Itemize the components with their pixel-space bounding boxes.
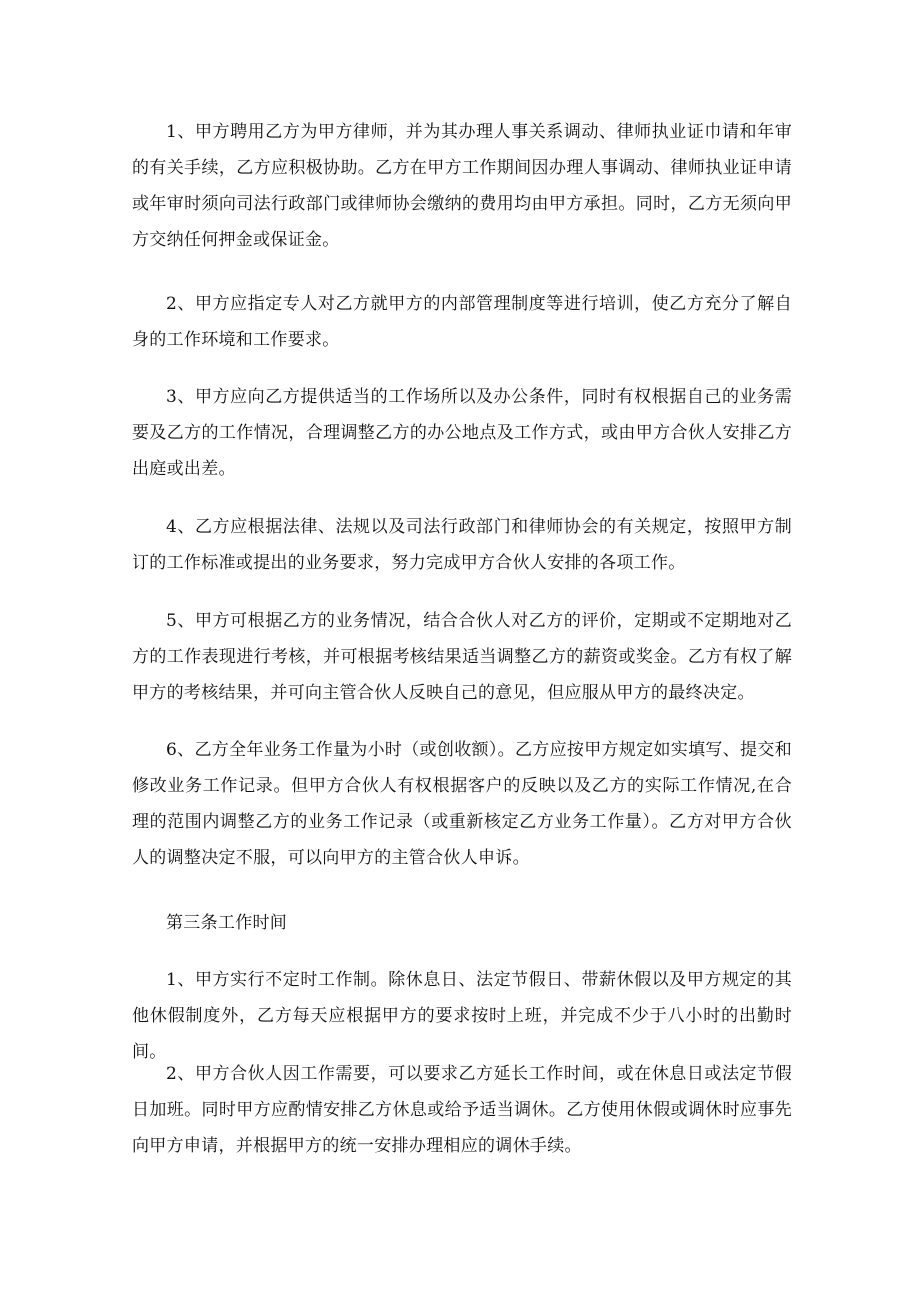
clause-paragraph: 5、甲方可根据乙方的业务情况，结合合伙人对乙方的评价，定期或不定期地对乙方的工作表现进行考核，并可根据考核结果适当调整乙方的薪资或奖金。乙方有权了解甲方的考核结果，并可向主管合伙人反映自己的意见，但应服从甲方的最终决定。 <box>132 611 792 703</box>
clause-paragraph: 1、甲方聘用乙方为甲方律师，并为其办理人事关系调动、律师执业证巾请和年审的有关手续，乙方应积极协助。乙方在甲方工作期间因办理人事调动、律师执业证申请或年审时须向司法行政部门或律师协会缴纳的费用均由甲方承担。同时，乙方无须向甲方交纳任何押金或保证金。 <box>132 122 792 250</box>
clause-paragraph: 3、甲方应向乙方提供适当的工作场所以及办公条件，同时有权根据自己的业务需要及乙方的工作情况，合理调整乙方的办公地点及工作方式，或由甲方合伙人安排乙方出庭或出差。 <box>132 387 792 479</box>
clause-paragraph: 2、甲方应指定专人对乙方就甲方的内部管理制度等进行培训，使乙方充分了解自身的工作环境和工作要求。 <box>132 294 792 350</box>
clause-paragraph: 4、乙方应根据法律、法规以及司法行政部门和律师协会的有关规定，按照甲方制订的工作标准或提出的业务要求，努力完成甲方合伙人安排的各项工作。 <box>132 517 792 573</box>
section-heading: 第三条工作时间 <box>166 913 288 933</box>
clause-paragraph: 1、甲方实行不定时工作制。除休息日、法定节假日、带薪休假以及甲方规定的其他休假制度外，乙方每天应根据甲方的要求按时上班，并完成不少于八小时的出勤时间。 <box>132 970 792 1062</box>
clause-paragraph: 2、甲方合伙人因工作需要，可以要求乙方延长工作时间，或在休息日或法定节假日加班。同时甲方应酌情安排乙方休息或给予适当调休。乙方使用休假或调休时应事先向甲方申请，并根据甲方的统一安排办理相应的调休手续。 <box>132 1064 792 1156</box>
clause-paragraph: 6、乙方全年业务工作量为小时（或创收额）。乙方应按甲方规定如实填写、提交和修改业务工作记录。但甲方合伙人有权根据客户的反映以及乙方的实际工作情况,在合理的范围内调整乙方的业务工作记录（或重新核定乙方业务工作量）。乙方对甲方合伙人的调整决定不服，可以向甲方的主管合伙人申诉。 <box>132 740 792 868</box>
